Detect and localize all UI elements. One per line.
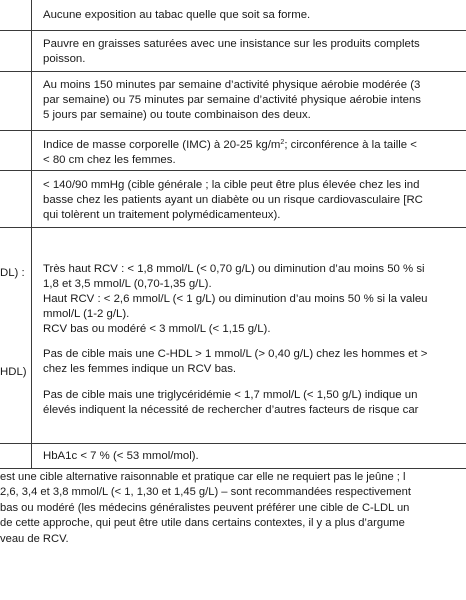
cell-text-hdl: Pas de cible mais une C-HDL > 1 mmol/L (> 0,40 g/L) chez les hommes et > chez les femmes indique un RCV bas. <box>43 348 428 375</box>
table-row-blood-pressure <box>0 171 466 228</box>
table-row-diet <box>0 31 466 72</box>
column-divider <box>31 72 32 130</box>
row-label-hdl: HDL) <box>0 366 27 378</box>
table-row-activity <box>0 72 466 131</box>
cell-text: Aucune exposition au tabac quelle que soit sa forme. <box>43 9 311 21</box>
cell-text: HbA1c < 7 % (< 53 mmol/mol). <box>43 450 199 462</box>
cell-text: < 140/90 mmHg (cible générale ; la cible peut être plus élevée chez les ind basse chez les patients ayant un diabète ou un risque cardiovasculaire [RC qui tolèrent un traitement polymédicamenteux). <box>43 179 423 221</box>
table-row-tabac <box>0 0 466 31</box>
cell-text: Indice de masse corporelle (IMC) à 20-25 $kg/m^2$; circonférence à la taille < < 80 cm chez les femmes. <box>43 139 417 166</box>
column-divider <box>31 444 32 468</box>
column-divider <box>31 171 32 227</box>
column-divider <box>31 31 32 71</box>
table-row-lipids <box>0 228 466 444</box>
row-label-ldl: DL) : <box>0 267 25 279</box>
cell-text-ldl: Très haut RCV : < 1,8 mmol/L (< 0,70 g/L) ou diminution d’au moins 50 % si 1,8 et 3,5 mmol/L (0,70-1,35 g/L). Haut RCV : < 2,6 mmol/L (< 1 g/L) ou diminution d’au moins 50 % si la valeu mmol/L (1-2 g/L). RCV bas ou modéré < 3 mmol/L (< 1,15 g/L). <box>43 263 428 335</box>
cell-text: Pauvre en graisses saturées avec une insistance sur les produits complets poisson. <box>43 38 420 65</box>
cell-text: Au moins 150 minutes par semaine d’activité physique aérobie modérée (3 par semaine) ou 75 minutes par semaine d’activité physique aérobie intens 5 jours par semaine) ou toute combinaison des deux. <box>43 79 422 121</box>
column-divider <box>31 131 32 170</box>
table-row-hba1c <box>0 444 466 469</box>
cell-text-tg: Pas de cible mais une triglycéridémie < 1,7 mmol/L (< 1,50 g/L) indique un élevés indiquent la nécessité de rechercher d’autres facteurs de risque car <box>43 389 419 416</box>
column-divider <box>31 0 32 30</box>
footnote-text: est une cible alternative raisonnable et pratique car elle ne requiert pas le jeûne ; l 2,6, 3,4 et 3,8 mmol/L (< 1, 1,30 et 1,45 g/L) – sont recommandées respectivement bas ou modéré (les médecins généralistes peuvent préférer une cible de C-LDL un de cette approche, qui peut être utile dans certains contextes, il y a plus d’argume veau de RCV. <box>0 471 411 545</box>
column-divider <box>31 228 32 443</box>
table-row-weight <box>0 131 466 171</box>
